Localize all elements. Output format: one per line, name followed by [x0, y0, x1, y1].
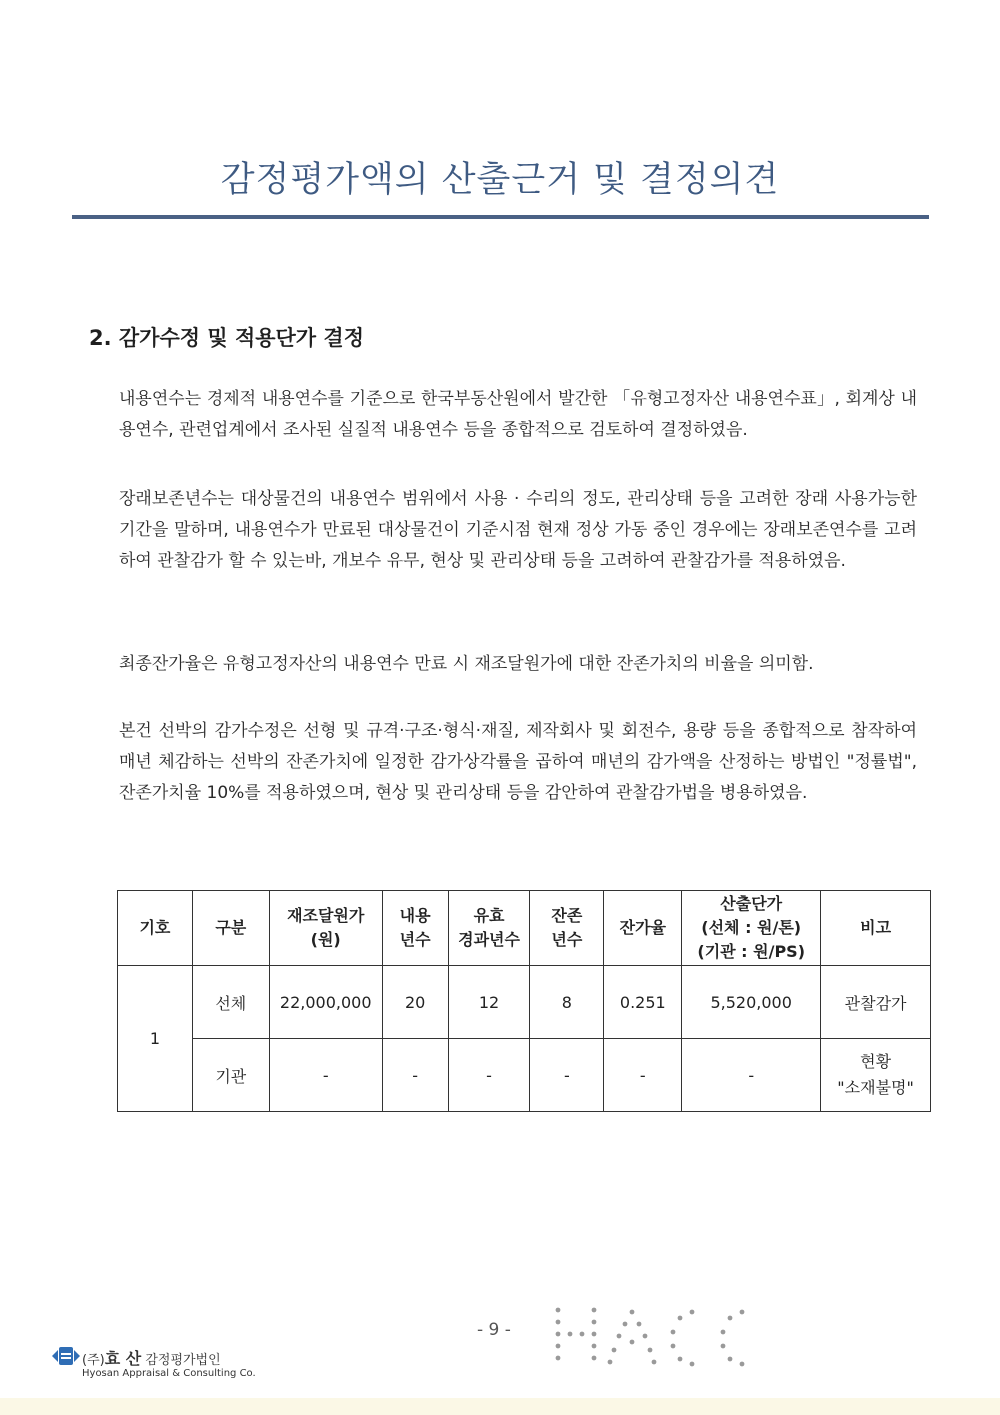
header-unit-line2: (선체 : 원/톤)	[701, 918, 802, 937]
cell-life: 20	[382, 966, 448, 1039]
page-title: 감정평가액의 산출근거 및 결정의견	[220, 160, 780, 200]
paragraph-depreciation-method: 본건 선박의 감가수정은 선형 및 규격·구조·형식·재질, 제작회사 및 회전수, 용량 등을 종합적으로 참작하여 매년 체감하는 선박의 잔존가치에 일정한 감가상각률을 곱하여 매년의 감가액을 산정하는 방법인 "정률법", 잔존가치율 10%를 적용하였으며, 현상 및 관리상태 등을 감안하여 관찰감가법을 병용하였음.	[119, 721, 917, 803]
cell-group-no: 1	[118, 966, 193, 1112]
cell-residual: -	[604, 1039, 682, 1112]
header-category: 구분	[192, 891, 269, 966]
header-useful-life	[382, 891, 448, 966]
section-heading: 2. 감가수정 및 적용단가 결정	[89, 326, 364, 350]
header-remain-line1: 잔존	[551, 906, 583, 925]
company-suffix: 감정평가법인	[145, 1353, 221, 1368]
header-unit-line1: 산출단가	[720, 894, 783, 913]
paragraph-residual-rate: 최종잔가율은 유형고정자산의 내용연수 만료 시 재조달원가에 대한 잔존가치의 비율을 의미함.	[119, 654, 814, 674]
cell-residual: 0.251	[604, 966, 682, 1039]
header-unit-price	[682, 891, 821, 966]
paragraph-useful-life: 내용연수는 경제적 내용연수를 기준으로 한국부동산원에서 발간한 「유형고정자산 내용연수표」, 회계상 내용연수, 관련업계에서 조사된 실질적 내용연수 등을 종합적으로 검토하여 결정하였음.	[119, 389, 917, 440]
cell-cost: 22,000,000	[269, 966, 382, 1039]
header-remain-line2: 년수	[551, 930, 583, 949]
remark-line1: 현황	[860, 1052, 892, 1071]
cell-cost: -	[269, 1039, 382, 1112]
table-header-row	[118, 891, 931, 966]
title-rule	[72, 215, 929, 219]
header-elapsed-line2: 경과년수	[458, 930, 520, 949]
company-logo-icon	[52, 1345, 80, 1367]
header-elapsed-years	[448, 891, 530, 966]
remark-line2: "소재불명"	[837, 1078, 914, 1097]
table-row	[118, 1039, 931, 1112]
company-prefix: (주)	[82, 1353, 105, 1368]
depreciation-table	[117, 890, 931, 1112]
header-cost-line1: 재조달원가	[287, 906, 365, 925]
cell-category: 기관	[192, 1039, 269, 1112]
cell-life: -	[382, 1039, 448, 1112]
cell-remark	[821, 1039, 931, 1112]
cell-unit-price: -	[682, 1039, 821, 1112]
company-english-name: Hyosan Appraisal & Consulting Co.	[82, 1368, 256, 1379]
scan-edge-band	[0, 1398, 1000, 1415]
header-no: 기호	[118, 891, 193, 966]
header-unit-line3: (기관 : 원/PS)	[697, 942, 806, 961]
cell-remain: -	[530, 1039, 604, 1112]
header-replacement-cost	[269, 891, 382, 966]
header-cost-line2: (원)	[310, 930, 341, 949]
cell-remark: 관찰감가	[821, 966, 931, 1039]
company-brand: 효 산	[104, 1349, 142, 1368]
cell-remain: 8	[530, 966, 604, 1039]
header-remaining-years	[530, 891, 604, 966]
page-number: - 9 -	[477, 1320, 511, 1340]
header-life-line2: 년수	[399, 930, 431, 949]
cell-elapsed: -	[448, 1039, 530, 1112]
paragraph-remaining-life: 장래보존년수는 대상물건의 내용연수 범위에서 사용 · 수리의 정도, 관리상태 등을 고려한 장래 사용가능한 기간을 말하며, 내용연수가 만료된 대상물건이 기준시점 현재 정상 가동 중인 경우에는 장래보존연수를 고려하여 관찰감가 할 수 있는바, 개보수 유무, 현상 및 관리상태 등을 고려하여 관찰감가를 적용하였음.	[119, 489, 917, 571]
header-remark: 비고	[821, 891, 931, 966]
cell-category: 선체	[192, 966, 269, 1039]
cell-unit-price: 5,520,000	[682, 966, 821, 1039]
hacc-dotted-watermark	[552, 1304, 757, 1372]
header-elapsed-line1: 유효	[473, 906, 505, 925]
header-life-line1: 내용	[399, 906, 431, 925]
company-name	[82, 1346, 221, 1369]
header-residual-rate: 잔가율	[604, 891, 682, 966]
cell-elapsed: 12	[448, 966, 530, 1039]
table-row	[118, 966, 931, 1039]
